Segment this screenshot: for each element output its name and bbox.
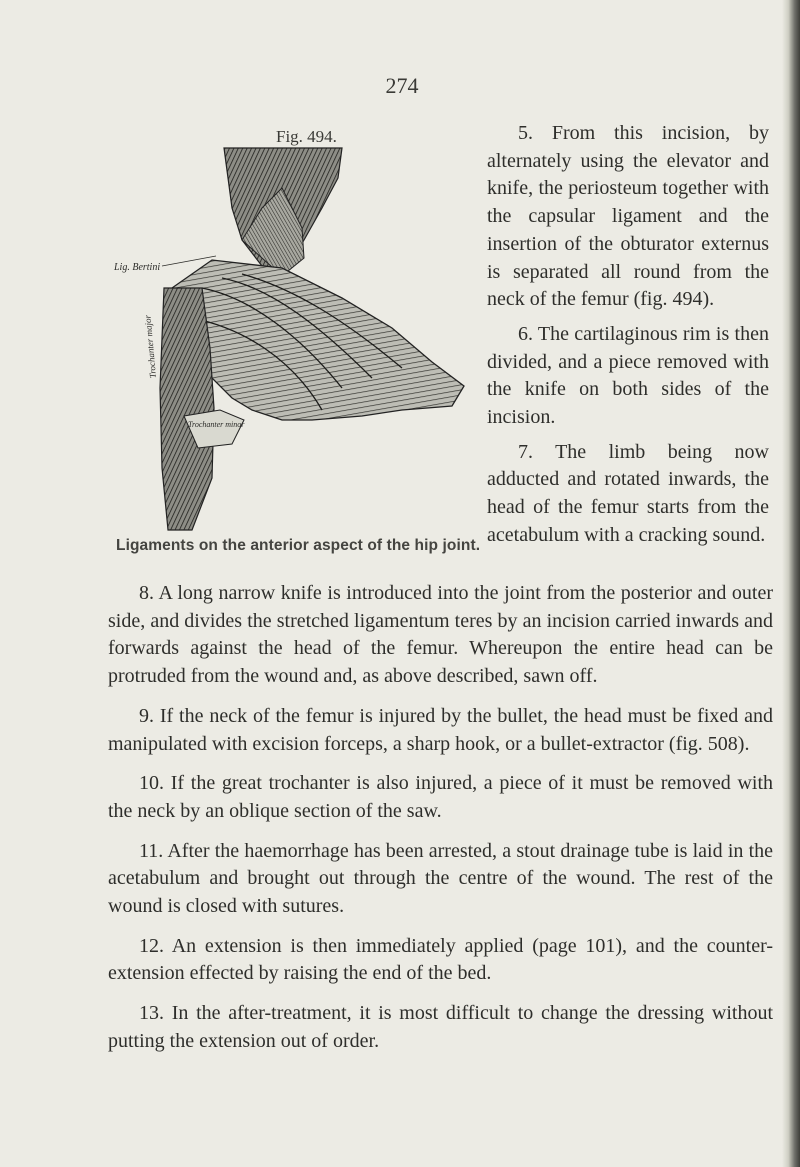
main-body-text	[108, 580, 773, 1068]
paragraph-12: 12. An extension is then immediately applied (page 101), and the counter-extension effected by raising the end of the bed.	[108, 934, 773, 985]
annotation-trochanter-minor: Trochanter minor	[188, 420, 245, 429]
paragraph-11: 11. After the haemorrhage has been arrested, a stout drainage tube is laid in the acetabulum and brought out through the centre of the wound. The rest of the wound is closed with sutures.	[108, 839, 773, 918]
hip-joint-illustration	[114, 148, 472, 530]
page-number: 274	[385, 73, 419, 98]
paragraph-9: 9. If the neck of the femur is injured by the bullet, the head must be fixed and manipulated with excision forceps, a sharp hook, or a bullet-extractor (fig. 508).	[108, 704, 773, 755]
page-edge-shadow	[782, 0, 800, 1167]
figure-label: Fig. 494.	[276, 127, 337, 146]
figure-caption: Ligaments on the anterior aspect of the hip joint.	[116, 537, 481, 554]
annotation-lig-bertini: Lig. Bertini	[114, 262, 161, 273]
paragraph-7: 7. The limb being now adducted and rotated inwards, the head of the femur starts from the acetabulum with a cracking sound.	[487, 440, 769, 546]
paragraph-10: 10. If the great trochanter is also injured, a piece of it must be removed with the neck by an oblique section of the saw.	[108, 772, 773, 822]
paragraph-13: 13. In the after-treatment, it is most difficult to change the dressing without putting the extension out of order.	[108, 1002, 773, 1052]
paragraph-5: 5. From this incision, by alternately using the elevator and knife, the periosteum together with the capsular ligament and the insertion of the obturator externus is separated all round from the neck of the femur (fig. 494).	[487, 122, 769, 311]
annotation-trochanter-major: Trochanter major	[142, 314, 158, 379]
femur-shaft-shape	[160, 288, 214, 530]
femur-neck-shape	[172, 260, 464, 420]
side-column-text	[487, 120, 769, 557]
paragraph-6: 6. The cartilaginous rim is then divided, and a piece removed with the knife on both sides of the incision.	[487, 322, 769, 429]
paragraph-8: 8. A long narrow knife is introduced into the joint from the posterior and outer side, and divides the stretched ligamentum teres by an incision carried inwards and forwards against the head of the femur. Whereupon the entire head can be protruded from the wound and, as above described, sawn off.	[108, 582, 773, 688]
